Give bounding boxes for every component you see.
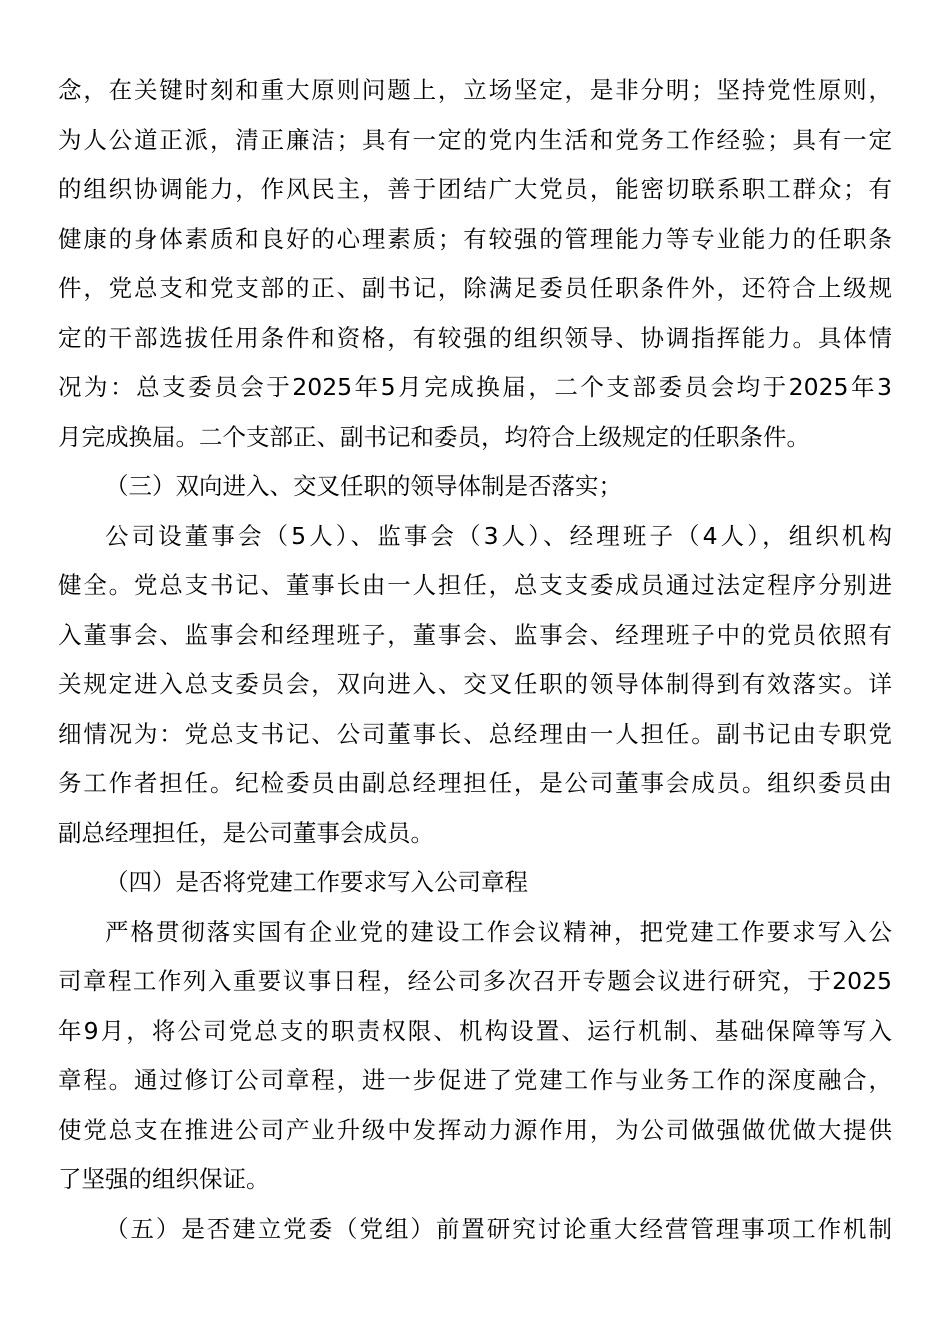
section-heading-4 (58, 858, 892, 908)
paragraph-charter (58, 908, 892, 1205)
paragraph-qualifications (58, 66, 892, 462)
text-line: 务工作者担任。纪检委员由副总经理担任，是公司董事会成员。组织委员由 (58, 769, 892, 797)
text-line: 了坚强的组织保证。 (58, 1165, 270, 1193)
text-line: 关规定进入总支委员会，双向进入、交叉任职的领导体制得到有效落实。详 (58, 670, 892, 698)
text-line: 细情况为：党总支书记、公司董事长、总经理由一人担任。副书记由专职党 (58, 719, 892, 748)
heading-line: （五）是否建立党委（党组）前置研究讨论重大经营管理事项工作机制 (105, 1214, 892, 1243)
text-line: 入董事会、监事会和经理班子，董事会、监事会、经理班子中的党员依照有 (58, 620, 892, 649)
text-line: 副总经理担任，是公司董事会成员。 (58, 818, 434, 847)
text-line: 严格贯彻落实国有企业党的建设工作会议精神，把党建工作要求写入公 (105, 917, 892, 946)
text-line: 定的干部选拔任用条件和资格，有较强的组织领导、协调指挥能力。具体情 (58, 323, 892, 352)
heading-line: （三）双向进入、交叉任职的领导体制是否落实； (105, 472, 622, 500)
text-line: 况为：总支委员会于2025年5月完成换届，二个支部委员会均于2025年3 (58, 373, 892, 401)
section-heading-5 (58, 1205, 892, 1255)
text-line: 健全。党总支书记、董事长由一人担任，总支支委成员通过法定程序分别进 (58, 571, 892, 599)
text-line: 章程。通过修订公司章程，进一步促进了党建工作与业务工作的深度融合， (58, 1066, 892, 1094)
text-line: 念，在关键时刻和重大原则问题上，立场坚定，是非分明；坚持党性原则， (58, 76, 892, 104)
text-line: 公司设董事会（5人）、监事会（3人）、经理班子（4人），组织机构 (105, 521, 892, 550)
text-line: 年9月，将公司党总支的职责权限、机构设置、运行机制、基础保障等写入 (58, 1016, 892, 1045)
text-line: 司章程工作列入重要议事日程，经公司多次召开专题会议进行研究，于2025 (58, 967, 892, 995)
document-page (58, 66, 892, 1254)
section-heading-3 (58, 462, 892, 512)
text-line: 件，党总支和党支部的正、副书记，除满足委员任职条件外，还符合上级规 (58, 274, 892, 302)
text-line: 使党总支在推进公司产业升级中发挥动力源作用，为公司做强做优做大提供 (58, 1115, 892, 1144)
text-line: 的组织协调能力，作风民主，善于团结广大党员，能密切联系职工群众；有 (58, 175, 892, 203)
heading-line: （四）是否将党建工作要求写入公司章程 (105, 868, 528, 896)
text-line: 为人公道正派，清正廉洁；具有一定的党内生活和党务工作经验；具有一定 (58, 125, 892, 154)
text-line: 健康的身体素质和良好的心理素质；有较强的管理能力等专业能力的任职条 (58, 224, 892, 253)
paragraph-leadership (58, 512, 892, 859)
text-line: 月完成换届。二个支部正、副书记和委员，均符合上级规定的任职条件。 (58, 422, 810, 451)
